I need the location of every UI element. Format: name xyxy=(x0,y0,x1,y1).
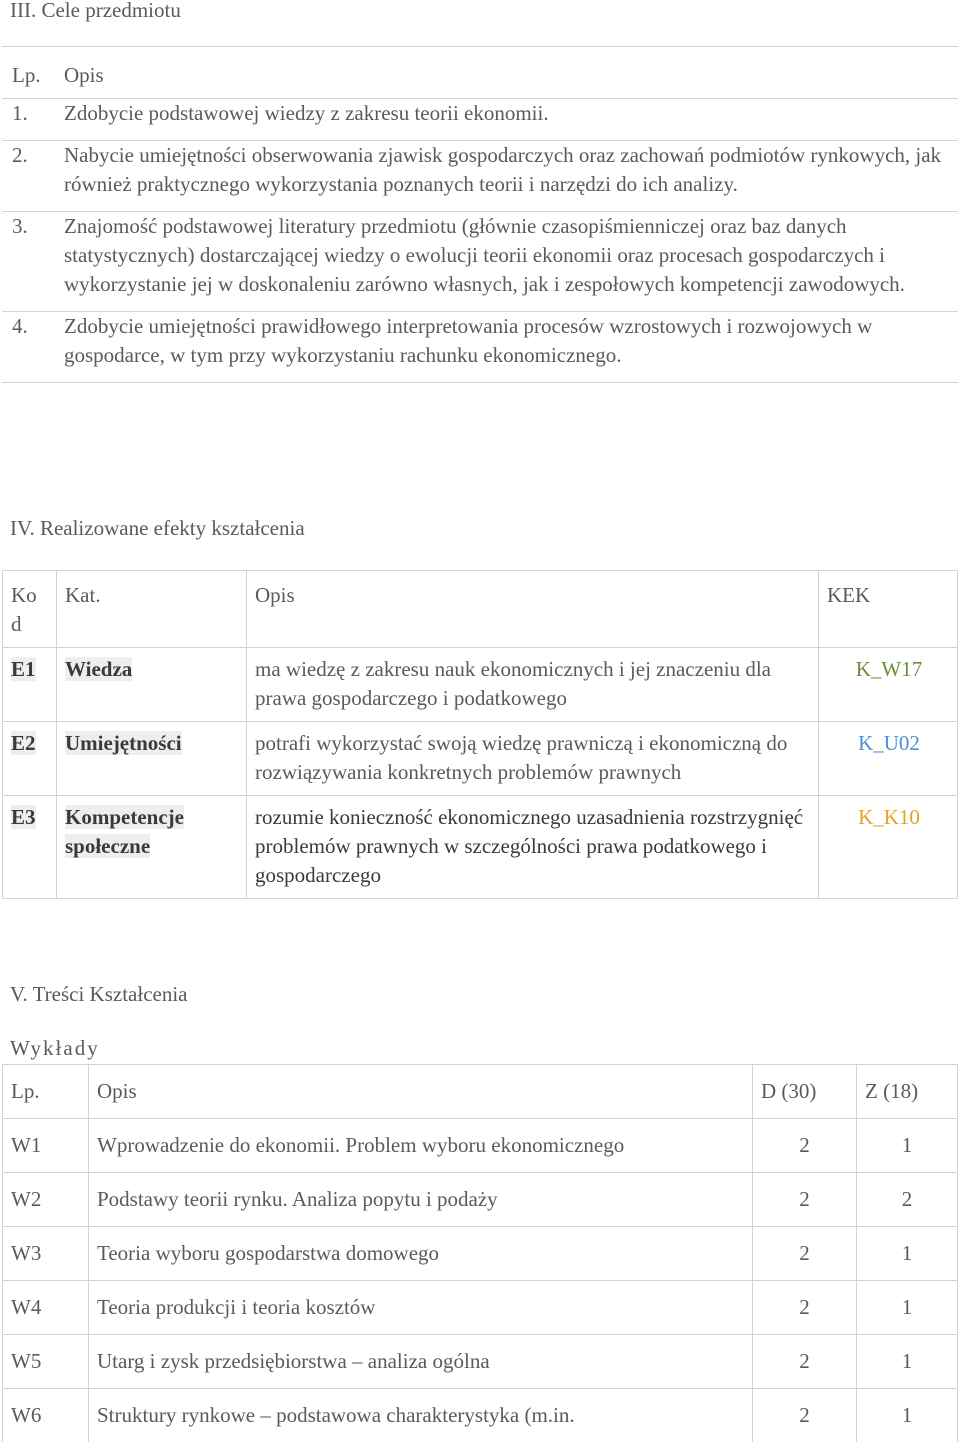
effects-header-row xyxy=(3,571,958,648)
lectures-row-d: 2 xyxy=(753,1119,857,1173)
lectures-table xyxy=(2,1064,958,1442)
goals-row-lp: 2. xyxy=(2,141,54,212)
goals-row-lp: 3. xyxy=(2,212,54,312)
goals-header-opis: Opis xyxy=(54,47,958,99)
lectures-header-d: D (30) xyxy=(753,1065,857,1119)
goals-row-lp: 4. xyxy=(2,312,54,383)
lectures-row-d: 2 xyxy=(753,1389,857,1442)
goals-row-text: Zdobycie umiejętności prawidłowego interpretowania procesów wzrostowych i rozwojowych w gospodarce, w tym przy wykorzystaniu rachunku ekonomicznego. xyxy=(54,312,958,383)
effects-header-kat: Kat. xyxy=(57,571,247,648)
effects-header-opis: Opis xyxy=(247,571,819,648)
effects-row-opis: ma wiedzę z zakresu nauk ekonomicznych i jej znaczeniu dla prawa gospodarczego i podatkowego xyxy=(247,648,819,722)
section-3-title: III. Cele przedmiotu xyxy=(10,0,181,25)
lectures-header-lp: Lp. xyxy=(3,1065,89,1119)
effects-row-kod: E1 xyxy=(3,648,57,722)
lectures-row-opis: Teoria wyboru gospodarstwa domowego xyxy=(89,1227,753,1281)
lectures-row-z: 1 xyxy=(857,1335,958,1389)
lectures-row-lp: W1 xyxy=(3,1119,89,1173)
effects-row xyxy=(3,648,958,722)
goals-row xyxy=(2,141,958,212)
lectures-row-z: 1 xyxy=(857,1281,958,1335)
effects-header-kek: KEK xyxy=(819,571,958,648)
lectures-row-opis: Teoria produkcji i teoria kosztów xyxy=(89,1281,753,1335)
lectures-row-opis: Struktury rynkowe – podstawowa charakterystyka (m.in. xyxy=(89,1389,753,1442)
lectures-row-lp: W4 xyxy=(3,1281,89,1335)
goals-row xyxy=(2,312,958,383)
goals-row-text: Nabycie umiejętności obserwowania zjawisk gospodarczych oraz zachowań podmiotów rynkowych, jak również praktycznego wykorzystania poznanych teorii i narzędzi do ich analizy. xyxy=(54,141,958,212)
effects-row-kat: Wiedza xyxy=(57,648,247,722)
goals-row-text: Znajomość podstawowej literatury przedmiotu (głównie czasopiśmienniczej oraz baz danych statystycznych) dostarczającej wiedzy o ewolucji teorii ekonomii oraz procesach gospodarczych i wykorzystanie jej w doskonaleniu zarówno własnych, jak i zespołowych kompetencji zawodowych. xyxy=(54,212,958,312)
lectures-row-opis: Podstawy teorii rynku. Analiza popytu i podaży xyxy=(89,1173,753,1227)
effects-row-opis: rozumie konieczność ekonomicznego uzasadnienia rozstrzygnięć problemów prawnych w szczególności prawa podatkowego i gospodarczego xyxy=(247,796,819,899)
lectures-row-lp: W3 xyxy=(3,1227,89,1281)
effects-header-kod: Kod xyxy=(3,571,57,648)
goals-row-text: Zdobycie podstawowej wiedzy z zakresu teorii ekonomii. xyxy=(54,99,958,141)
lectures-row xyxy=(3,1335,958,1389)
lectures-row-d: 2 xyxy=(753,1173,857,1227)
lectures-header-opis: Opis xyxy=(89,1065,753,1119)
effects-row-kek: K_U02 xyxy=(819,722,958,796)
effects-row-kek: K_W17 xyxy=(819,648,958,722)
effects-row-kek: K_K10 xyxy=(819,796,958,899)
effects-table xyxy=(2,570,958,899)
effects-row-kod: E3 xyxy=(3,796,57,899)
section-5-subtitle: Wykłady xyxy=(10,1034,100,1063)
lectures-row-z: 1 xyxy=(857,1119,958,1173)
lectures-row-d: 2 xyxy=(753,1335,857,1389)
goals-row xyxy=(2,99,958,141)
goals-table xyxy=(2,46,958,383)
effects-row xyxy=(3,722,958,796)
section-5-title: V. Treści Kształcenia xyxy=(10,980,188,1009)
effects-row-kat: Kompetencje społeczne xyxy=(57,796,247,899)
lectures-row-opis: Wprowadzenie do ekonomii. Problem wyboru ekonomicznego xyxy=(89,1119,753,1173)
effects-row xyxy=(3,796,958,899)
effects-row-kod: E2 xyxy=(3,722,57,796)
lectures-row-d: 2 xyxy=(753,1281,857,1335)
lectures-row-lp: W6 xyxy=(3,1389,89,1442)
lectures-row xyxy=(3,1119,958,1173)
lectures-row xyxy=(3,1389,958,1442)
lectures-row-z: 2 xyxy=(857,1173,958,1227)
goals-header-lp: Lp. xyxy=(2,47,54,99)
lectures-row xyxy=(3,1173,958,1227)
lectures-row xyxy=(3,1227,958,1281)
lectures-row-lp: W5 xyxy=(3,1335,89,1389)
effects-row-kat: Umiejętności xyxy=(57,722,247,796)
goals-row xyxy=(2,212,958,312)
lectures-row-z: 1 xyxy=(857,1389,958,1442)
goals-row-lp: 1. xyxy=(2,99,54,141)
lectures-row xyxy=(3,1281,958,1335)
section-4-title: IV. Realizowane efekty kształcenia xyxy=(10,514,305,543)
goals-header-row xyxy=(2,47,958,99)
lectures-row-lp: W2 xyxy=(3,1173,89,1227)
lectures-header-z: Z (18) xyxy=(857,1065,958,1119)
lectures-header-row xyxy=(3,1065,958,1119)
lectures-row-opis: Utarg i zysk przedsiębiorstwa – analiza ogólna xyxy=(89,1335,753,1389)
lectures-row-d: 2 xyxy=(753,1227,857,1281)
effects-row-opis: potrafi wykorzystać swoją wiedzę prawniczą i ekonomiczną do rozwiązywania konkretnych problemów prawnych xyxy=(247,722,819,796)
lectures-row-z: 1 xyxy=(857,1227,958,1281)
